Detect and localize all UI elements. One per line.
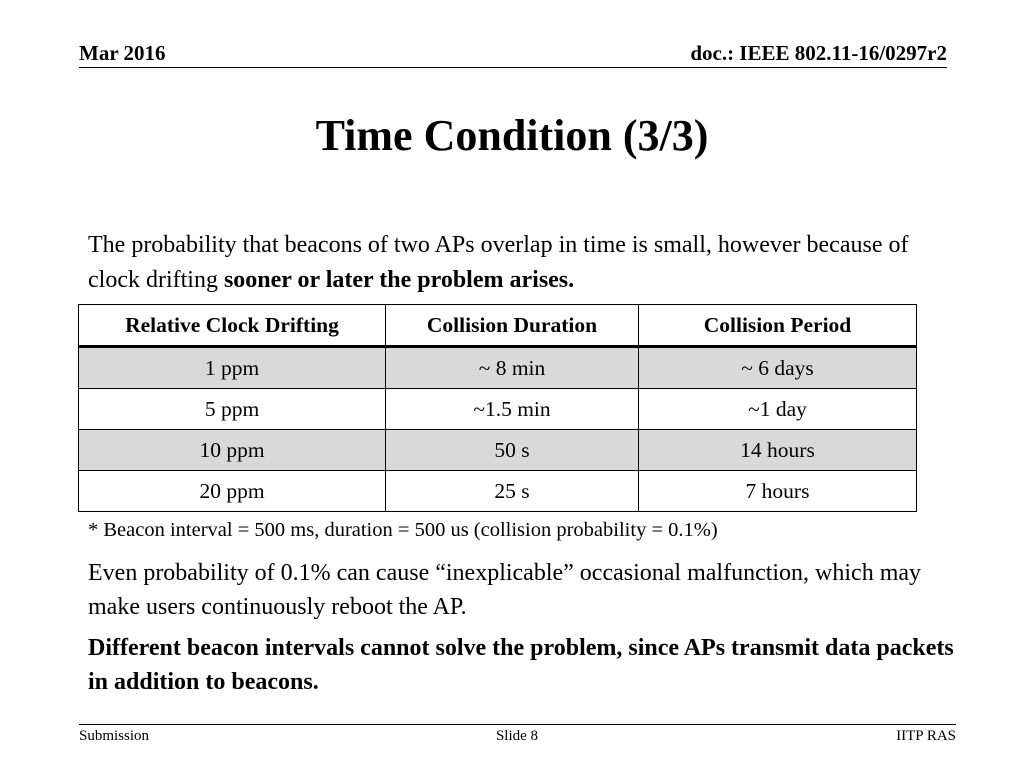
header-doc-id: doc.: IEEE 802.11-16/0297r2 (690, 41, 947, 65)
table-cell: 5 ppm (79, 389, 386, 430)
table-cell: ~1.5 min (386, 389, 639, 430)
slide-title: Time Condition (3/3) (315, 111, 709, 160)
footer-submission: Submission (79, 728, 150, 744)
intro-paragraph (88, 228, 948, 298)
table-cell: 7 hours (639, 471, 917, 512)
table-cell: 10 ppm (79, 430, 386, 471)
table-cell: 14 hours (639, 430, 917, 471)
table-cell: 25 s (386, 471, 639, 512)
table-header-period: Collision Period (639, 305, 917, 347)
intro-text: The probability that beacons of two APs overlap in time is small, however because of clock drifting (88, 232, 909, 293)
table-header-row (79, 305, 917, 347)
table-row (79, 347, 917, 389)
table-row (79, 471, 917, 512)
table-row (79, 430, 917, 471)
footer-divider (79, 724, 956, 725)
footnote: * Beacon interval = 500 ms, duration = 500 us (collision probability = 0.1%) (88, 519, 718, 541)
table-header-duration: Collision Duration (386, 305, 639, 347)
footer-slide-number: Slide 8 (495, 728, 539, 744)
header-date: Mar 2016 (79, 41, 166, 65)
table-header-drifting: Relative Clock Drifting (79, 305, 386, 347)
table-cell: ~1 day (639, 389, 917, 430)
paragraph-intervals: Different beacon intervals cannot solve the problem, since APs transmit data packets in addition to beacons. (88, 635, 954, 695)
footer-org: IITP RAS (896, 728, 956, 744)
table-row (79, 389, 917, 430)
table-cell: 20 ppm (79, 471, 386, 512)
header-divider (79, 67, 947, 68)
table-cell: ~ 6 days (639, 347, 917, 389)
table-cell: 50 s (386, 430, 639, 471)
drift-table (78, 304, 917, 512)
table-cell: ~ 8 min (386, 347, 639, 389)
table-cell: 1 ppm (79, 347, 386, 389)
paragraph-malfunction: Even probability of 0.1% can cause “inexplicable” occasional malfunction, which may make users continuously reboot the AP. (88, 560, 922, 620)
intro-bold-text: sooner or later the problem arises. (223, 267, 575, 293)
